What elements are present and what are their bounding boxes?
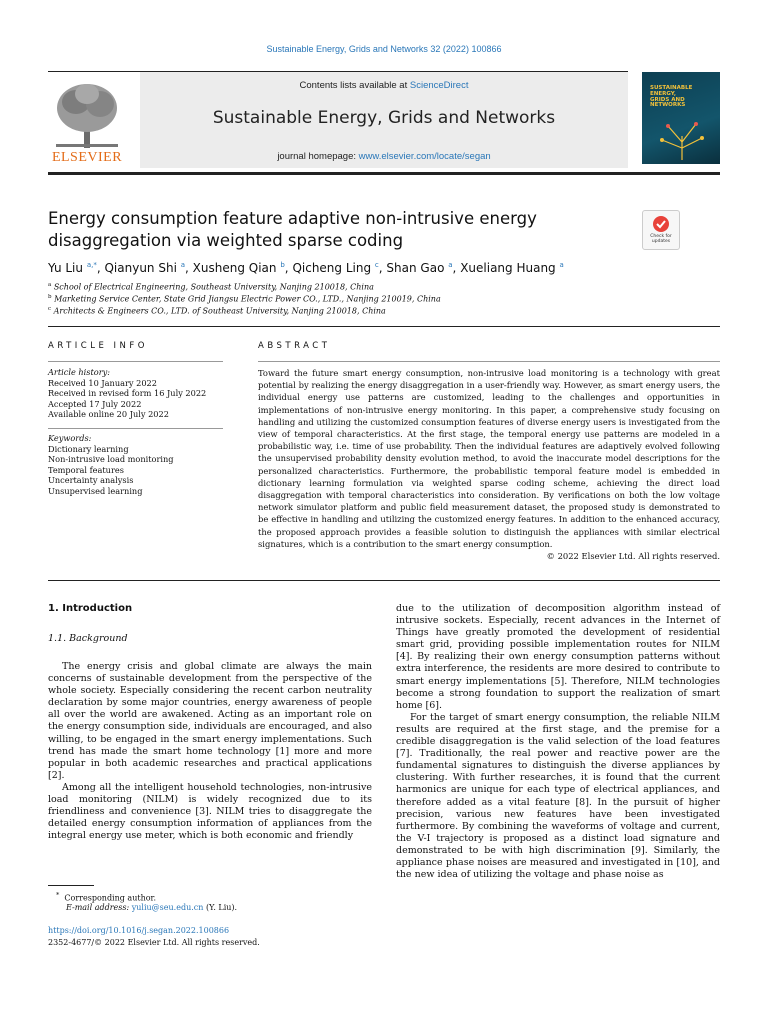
history-item: Accepted 17 July 2022 <box>48 398 142 409</box>
history-item: Received in revised form 16 July 2022 <box>48 388 207 398</box>
footnote-rule <box>48 885 94 886</box>
cover-title <box>650 86 692 109</box>
affiliation-text: School of Electrical Engineering, Southeast University, Nanjing 210018, China <box>53 282 374 292</box>
email-link[interactable]: yuliu@seu.edu.cn <box>131 903 204 912</box>
sciencedirect-link[interactable]: ScienceDirect <box>409 80 469 91</box>
check-updates-label: Check for updates <box>650 234 672 244</box>
keyword-item: Uncertainty analysis <box>48 475 134 485</box>
article-info-heading: ARTICLE INFO <box>48 341 148 351</box>
body-paragraph: due to the utilization of decomposition algorithm instead of intrusive sockets. Especially, recent advances in the Internet of Things have greatly promoted the development of residential smart grid, providing possible implementation routes for NILM [4]. By realizing their own energy consumption patterns without extra interference, the residents are more desired to contribute to smart energy implementations [5]. Therefore, NILM technologies become a strong foundation to support the realization of smart home [6]. <box>396 603 720 711</box>
article-history <box>48 367 223 420</box>
info-divider <box>48 361 223 362</box>
author-affil-marker[interactable]: a,* <box>86 261 97 269</box>
body-paragraph: Among all the intelligent household technologies, non-intrusive load monitoring (NILM) is widely recognized due to its friendliness and convenience [3]. NILM tries to disaggregate the detailed energy consumption information of appliances from the integral energy use meter, which is both economic and friendly <box>48 781 372 842</box>
author-name[interactable]: Xusheng Qian <box>192 261 277 275</box>
author-name[interactable]: Qianyun Shi <box>104 261 177 275</box>
affiliation-marker: b <box>48 294 52 300</box>
abstract-body <box>258 367 720 562</box>
cover-line: GRIDS AND <box>650 96 685 103</box>
keyword-item: Unsupervised learning <box>48 485 143 496</box>
contents-line <box>140 80 628 91</box>
issn-copyright: 2352-4677/© 2022 Elsevier Ltd. All rights reserved. <box>48 938 260 947</box>
history-label: Article history: <box>48 367 110 377</box>
abstract-bottom-rule <box>48 580 720 581</box>
affiliation-marker: c <box>48 306 52 312</box>
keyword-item: Non-intrusive load monitoring <box>48 454 174 464</box>
corresponding-author-note <box>56 891 156 903</box>
article-title: Energy consumption feature adaptive non-intrusive energy disaggregation via weighted sparse coding <box>48 209 537 250</box>
homepage-line <box>140 151 628 162</box>
keyword-item: Dictionary learning <box>48 443 129 454</box>
cover-graphic-icon <box>652 116 712 160</box>
elsevier-wordmark: ELSEVIER <box>51 150 123 165</box>
check-updates-icon <box>652 215 670 233</box>
author-name[interactable]: Shan Gao <box>386 261 445 275</box>
body-paragraph: For the target of smart energy consumption, the reliable NILM results are required at the first stage, and the premise for a credible disaggregation is the valid selection of the load features [7]. Traditionally, the real power and reactive power are the fundamental signatures to distinguish the diverse appliances by clustering. With further researches, it is found that the current harmonics are unique for each type of electrical appliances, and therefore added as a vital feature [8]. In the pursuit of higher precision, various new features have been investigated furthermore. By combining the waveforms of voltage and current, the V-I trajectory is proposed as a distinct load signature and demonstrated to be with high discrimination [9]. Similarly, the appliance phase noises are measured and investigated in [10], and the new idea of utilizing the voltage and phase noise as <box>396 711 720 881</box>
copyright-notice: © 2022 Elsevier Ltd. All rights reserved. <box>546 551 720 562</box>
journal-title[interactable]: Sustainable Energy, Grids and Networks <box>212 108 556 128</box>
affiliation-divider <box>48 326 720 327</box>
journal-homepage-link[interactable]: www.elsevier.com/locate/segan <box>358 151 491 162</box>
email-label: E-mail address: <box>66 903 130 912</box>
body-column-right <box>396 603 720 881</box>
affiliation <box>48 306 386 316</box>
author-name[interactable]: Qicheng Ling <box>292 261 372 275</box>
journal-citation-link[interactable]: Sustainable Energy, Grids and Networks 32 (2022) 100866 <box>266 44 502 54</box>
keyword-list <box>48 433 223 496</box>
author-list: Yu Liu $^{a,*}$, Qianyun Shi $^a$, Xusheng Qian $^b$, Qicheng Ling $^c$, Shan Gao $^a$, Xueliang Huang $^a$ <box>48 261 564 275</box>
journal-cover-thumbnail[interactable] <box>642 72 720 164</box>
info-divider <box>48 428 223 429</box>
affiliation <box>48 294 441 304</box>
cover-line: SUSTAINABLE <box>650 85 693 91</box>
footnote-marker: * <box>56 891 60 899</box>
affiliation <box>48 282 374 292</box>
check-for-updates-button[interactable] <box>642 210 680 250</box>
author-name[interactable]: Yu Liu <box>48 261 83 275</box>
author-affil-marker[interactable]: b <box>280 261 285 269</box>
section-heading: 1. Introduction <box>48 603 133 614</box>
abstract-heading: ABSTRACT <box>258 341 331 351</box>
history-item: Available online 20 July 2022 <box>48 409 169 419</box>
body-paragraph: The energy crisis and global climate are always the main concerns of sustainable development from the perspective of the whole society. Especially considering the recent carbon neutrality declaration by some major countries, energy awareness of people all over the world are awakened. Acting as an important role on the energy consumption side, individuals are encouraged, and also willing, to be engaged in the smart energy implementations. Such trend has made the smart home technology [1] more and more popular in both academic researches and practical applications [2]. <box>48 661 372 781</box>
subsection-heading: 1.1. Background <box>48 633 128 644</box>
contents-prefix: Contents lists available at <box>299 80 410 91</box>
abstract-text: Toward the future smart energy consumption, non-intrusive load monitoring is a technology with great potential by realizing the energy disaggregation in a user-friendly way. However, as smart energy users, the individual energy use patterns are customized, leading to the challenges and opportunities in implementations of non-intrusive energy monitoring. In this paper, a comprehensive study focusing on handling and utilizing the customized consumption features of diverse energy users is investigated from the view of temporal characteristics. At the first stage, the temporal energy use patterns are modeled in a probabilistic way, i.e. time of use probability. Then the individual features are adaptively evolved following the unsupervised probability density evolution method, to avoid the inaccurate model descriptions for the personalized characteristics. Furthermore, the probabilistic temporal feature model is embedded in dictionary learning formulation via weighted sparse coding scheme, achieving the direct load disaggregation with temporal characteristics into consideration. By verifications on both the low voltage network simulator platform and public field measurement dataset, the proposed study is demonstrated to be effective in handling and utilizing the customized energy features. In addition to the enhanced accuracy, the proposed approach provides a feasible solution to distinguish the appliances with similar electrical signatures, which is a contribution to the smart energy consumption. <box>258 368 720 549</box>
email-note <box>66 903 237 912</box>
author-affil-marker[interactable]: a <box>180 261 186 269</box>
email-suffix: (Y. Liu). <box>205 903 238 912</box>
author-name[interactable]: Xueliang Huang <box>460 261 556 275</box>
corresponding-label: Corresponding author. <box>64 893 157 903</box>
body-column-left <box>48 661 372 842</box>
homepage-prefix: journal homepage: <box>277 151 359 162</box>
affiliation-marker: a <box>48 282 52 288</box>
affiliation-text: Marketing Service Center, State Grid Jiangsu Electric Power CO., LTD., Nanjing 210019, China <box>54 294 441 304</box>
doi-link[interactable]: https://doi.org/10.1016/j.segan.2022.100866 <box>48 926 230 935</box>
affiliation-text: Architects & Engineers CO., LTD. of Southeast University, Nanjing 210018, China <box>53 306 386 316</box>
cover-line: ENERGY, <box>650 90 676 97</box>
keyword-item: Temporal features <box>48 464 124 475</box>
history-item: Received 10 January 2022 <box>48 377 157 388</box>
author-affil-marker[interactable]: a <box>559 261 564 269</box>
cover-line: NETWORKS <box>650 102 686 109</box>
author-affil-marker[interactable]: c <box>374 261 379 269</box>
header-bottom-rule <box>48 172 720 175</box>
abstract-divider <box>258 361 720 362</box>
author-affil-marker[interactable]: a <box>448 261 453 269</box>
keywords-label: Keywords: <box>48 433 92 443</box>
